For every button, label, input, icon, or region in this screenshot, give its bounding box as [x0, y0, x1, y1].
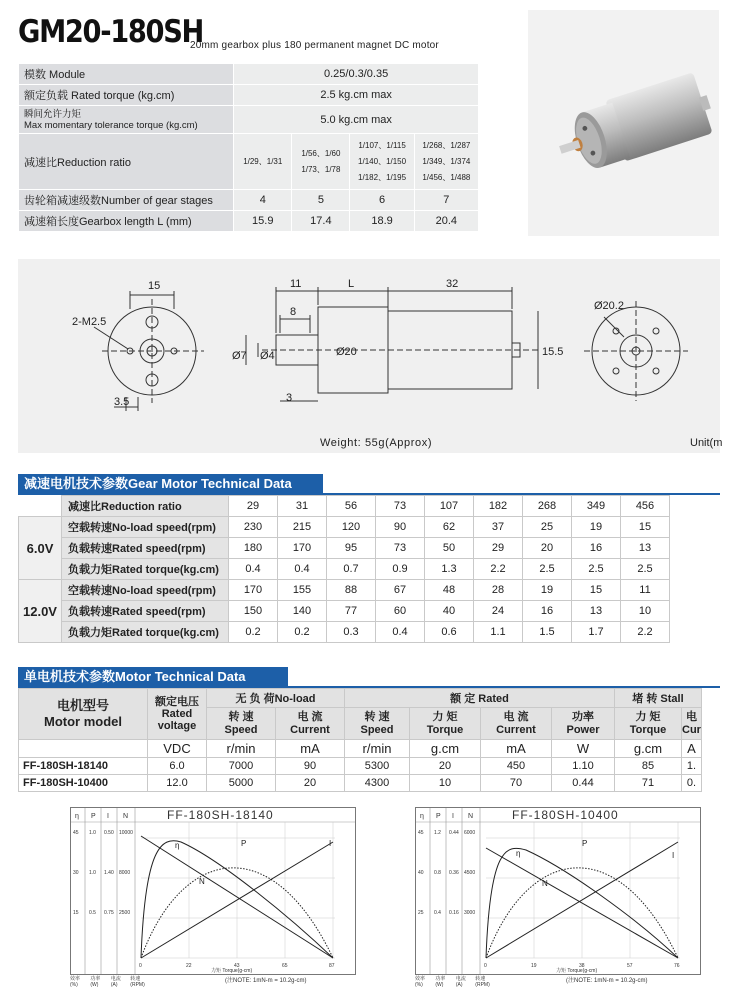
col-head-cn: 电 流: [503, 710, 529, 723]
motor-table: [18, 688, 702, 792]
dim-d20-2: Ø20.2: [594, 300, 624, 312]
x-tick: 22: [186, 963, 192, 969]
max-torque-value: 5.0 kg.cm max: [234, 106, 479, 134]
dim-15: 15: [148, 280, 161, 292]
axis-side-labels: [415, 975, 495, 988]
cell: 1.3: [425, 559, 474, 580]
row-label: 负载力矩Rated torque(kg.cm): [62, 559, 229, 580]
gearbox-length-label: 减速箱长度Gearbox length L (mm): [19, 211, 234, 232]
cell: 60: [376, 601, 425, 622]
cell: 50: [425, 538, 474, 559]
cell: 88: [327, 580, 376, 601]
motor-model-head-cn: 电机型号: [56, 698, 109, 713]
cell: 120: [327, 517, 376, 538]
cell: 180: [229, 538, 278, 559]
ratio-cell: [292, 134, 350, 190]
gearbox-length-value: 18.9: [350, 211, 414, 232]
x-tick: 57: [627, 963, 633, 969]
y-label: 0.8: [434, 870, 441, 876]
curve-label: η: [175, 841, 180, 850]
dim-d7: Ø7: [232, 350, 247, 362]
cell: 13: [621, 538, 670, 559]
col-head-en: Torque: [426, 723, 464, 736]
product-photo: [528, 10, 719, 236]
y-label: 25: [418, 910, 424, 916]
max-torque-label: [19, 106, 234, 134]
y-label: 0.36: [449, 870, 459, 876]
col-head: [207, 708, 276, 740]
gearbox-length-value: 20.4: [414, 211, 478, 232]
x-tick: 19: [531, 963, 537, 969]
y-label: 0.75: [104, 910, 114, 916]
col-head: [615, 708, 682, 740]
col-head-cn: 力 矩: [432, 710, 458, 723]
x-tick: 87: [329, 963, 335, 969]
spec-table: [18, 63, 479, 232]
gear-ratio-label: 减速比Reduction ratio: [62, 496, 229, 517]
dim-3: 3: [286, 392, 293, 404]
col-head-en: Current: [496, 723, 536, 736]
row-label: 空载转速No-load speed(rpm): [62, 517, 229, 538]
ratio-cell: [414, 134, 478, 190]
col-head-cn: 转 速: [364, 710, 390, 723]
cell: 7000: [207, 758, 276, 775]
chart-svg: [416, 808, 700, 974]
y-label: 6000: [464, 830, 476, 836]
y-label: 45: [418, 830, 424, 836]
cell: 6.0: [148, 758, 207, 775]
y-label: 0.5: [89, 910, 96, 916]
cell: 0.9: [376, 559, 425, 580]
ratio-text: 1/29、1/31: [243, 156, 283, 166]
col-head: [345, 708, 410, 740]
col-head-cn: 电: [685, 710, 697, 723]
stall-head: 堵 转 Stall: [615, 689, 702, 708]
unit-cell: r/min: [345, 740, 410, 758]
cell: 1.5: [523, 622, 572, 643]
dim-3-5: 3.5: [114, 396, 130, 408]
gearbox-length-value: 15.9: [234, 211, 292, 232]
y-label: 4500: [464, 870, 476, 876]
col-head-en: Power: [566, 723, 600, 736]
hdr-eta: η: [420, 813, 424, 820]
cell: 10: [410, 775, 481, 792]
ratio-head: 73: [376, 496, 425, 517]
cell: 2.5: [621, 559, 670, 580]
x-tick: 0: [139, 963, 142, 969]
gear-stages-value: 6: [350, 190, 414, 211]
side-label: 转速(RPM): [475, 976, 490, 988]
cell: 170: [229, 580, 278, 601]
motor-model-name: FF-180SH-10400: [19, 775, 148, 792]
col-head: [410, 708, 481, 740]
curve-label: I: [672, 851, 675, 860]
cell: 16: [572, 538, 621, 559]
dim-d4: Ø4: [260, 350, 275, 362]
y-label: 1.40: [104, 870, 114, 876]
cell: 62: [425, 517, 474, 538]
cell: 11: [621, 580, 670, 601]
ratio-head: 349: [572, 496, 621, 517]
chart-title: FF-180SH-10400: [512, 808, 619, 822]
cell: 4300: [345, 775, 410, 792]
rated-torque-value: 2.5 kg.cm max: [234, 85, 479, 106]
axis-side-labels: [70, 975, 150, 988]
cell: 20: [276, 775, 345, 792]
cell: 29: [474, 538, 523, 559]
ratio-cell: [350, 134, 414, 190]
unit-cell: W: [552, 740, 615, 758]
gear-stages-value: 4: [234, 190, 292, 211]
performance-chart-10400: [415, 807, 701, 975]
cell: 5300: [345, 758, 410, 775]
y-label: 1.0: [89, 870, 96, 876]
cell: 15: [621, 517, 670, 538]
y-label: 8000: [119, 870, 131, 876]
y-label: 2500: [119, 910, 131, 916]
x-tick: 0: [484, 963, 487, 969]
unit-cell: mA: [481, 740, 552, 758]
noload-head: 无 负 荷No-load: [207, 689, 345, 708]
col-head-en: Speed: [224, 723, 258, 736]
ratio-head: 182: [474, 496, 523, 517]
cell: 25: [523, 517, 572, 538]
row-label: 负载转速Rated speed(rpm): [62, 601, 229, 622]
hdr-i: I: [107, 813, 109, 820]
cell: 2.5: [572, 559, 621, 580]
x-axis-label: 力矩 Torque(g-cm): [211, 968, 253, 974]
y-label: 10000: [119, 830, 133, 836]
rated-voltage-en2: voltage: [157, 720, 197, 732]
col-head-cn: 功率: [572, 710, 594, 723]
cell: 2.2: [474, 559, 523, 580]
col-head-cn: 力 矩: [635, 710, 661, 723]
technical-drawing: [18, 259, 723, 453]
row-label: 负载转速Rated speed(rpm): [62, 538, 229, 559]
side-label: 转速(RPM): [130, 976, 145, 988]
x-tick: 65: [282, 963, 288, 969]
cell: 0.6: [425, 622, 474, 643]
dim-32: 32: [446, 278, 459, 290]
cell: 0.2: [229, 622, 278, 643]
cell: 1.1: [474, 622, 523, 643]
side-label: 电流(A): [455, 976, 466, 988]
y-label: 0.44: [449, 830, 459, 836]
side-label: 效率(%): [415, 976, 426, 988]
curve-label: P: [241, 839, 247, 848]
y-label: 1.2: [434, 830, 441, 836]
motor-model-head-en: Motor model: [44, 714, 122, 729]
front-view: [94, 291, 204, 411]
cell: 67: [376, 580, 425, 601]
rated-torque-label: 额定负载 Rated torque (kg.cm): [19, 85, 234, 106]
cell: 0.3: [327, 622, 376, 643]
row-label: 空载转速No-load speed(rpm): [62, 580, 229, 601]
motor-section-title: 单电机技术参数Motor Technical Data: [18, 667, 288, 686]
cell: 155: [278, 580, 327, 601]
col-head: [682, 708, 702, 740]
hdr-n: N: [123, 813, 129, 820]
blank-cell: [19, 496, 62, 517]
cell: 15: [572, 580, 621, 601]
ratio-text: 1/456、1/488: [422, 172, 471, 182]
cell: 0.4: [376, 622, 425, 643]
side-label: 功率(W): [435, 976, 446, 988]
gear-motor-illustration: [528, 10, 719, 236]
col-head: [276, 708, 345, 740]
cell: 170: [278, 538, 327, 559]
ratio-head: 56: [327, 496, 376, 517]
cell: 0.7: [327, 559, 376, 580]
voltage-12v: 12.0V: [19, 580, 62, 643]
ratio-label: 减速比Reduction ratio: [19, 134, 234, 190]
curve-label: N: [542, 879, 548, 888]
x-axis-label: 力矩 Torque(g-cm): [556, 968, 598, 974]
x-tick: 43: [234, 963, 240, 969]
chart-note: (注NOTE: 1mN-m = 10.2g-cm): [225, 978, 307, 984]
unit-cell: r/min: [207, 740, 276, 758]
gearbox-length-value: 17.4: [292, 211, 350, 232]
curve-label: P: [582, 839, 588, 848]
ratio-text: 1/140、1/150: [358, 156, 407, 166]
cell: 0.4: [278, 559, 327, 580]
voltage-6v: 6.0V: [19, 517, 62, 580]
unit-cell: A: [682, 740, 702, 758]
col-head: [552, 708, 615, 740]
cell: 150: [229, 601, 278, 622]
curve-label: η: [516, 849, 521, 858]
curve-label: N: [199, 877, 205, 886]
cell: 0.4: [229, 559, 278, 580]
cell: 2.5: [523, 559, 572, 580]
ratio-head: 31: [278, 496, 327, 517]
hdr-i: I: [452, 813, 454, 820]
cell: 19: [523, 580, 572, 601]
ratio-head: 29: [229, 496, 278, 517]
cell: 28: [474, 580, 523, 601]
cell: 71: [615, 775, 682, 792]
hdr-eta: η: [75, 813, 79, 820]
dim-15-5: 15.5: [542, 346, 564, 358]
chart-note: (注NOTE: 1mN-m = 10.2g-cm): [566, 978, 648, 984]
dim-11: 11: [290, 278, 302, 290]
col-head-en: Cur: [682, 723, 701, 736]
cell: 12.0: [148, 775, 207, 792]
rated-voltage-cn: 额定电压: [155, 696, 199, 708]
cell: 16: [523, 601, 572, 622]
row-label: 负载力矩Rated torque(kg.cm): [62, 622, 229, 643]
ratio-text: 1/73、1/78: [301, 164, 341, 174]
unit-label: Unit(m: [690, 437, 723, 449]
gear-stages-value: 7: [414, 190, 478, 211]
y-label: 0.50: [104, 830, 114, 836]
cell: 24: [474, 601, 523, 622]
back-view: [584, 301, 688, 401]
unit-cell: g.cm: [410, 740, 481, 758]
ratio-head: 456: [621, 496, 670, 517]
gear-section-title: 减速电机技术参数Gear Motor Technical Data: [18, 474, 323, 493]
dim-d20: Ø20: [336, 346, 357, 358]
side-view: [246, 287, 538, 401]
motor-model-head: [19, 689, 148, 740]
module-value: 0.25/0.3/0.35: [234, 64, 479, 85]
col-head-cn: 电 流: [297, 710, 323, 723]
cell: 85: [615, 758, 682, 775]
y-label: 3000: [464, 910, 476, 916]
cell: 1.10: [552, 758, 615, 775]
cell: 215: [278, 517, 327, 538]
model-title: GM20-180SH: [18, 14, 204, 50]
y-label: 0.16: [449, 910, 459, 916]
performance-chart-18140: [70, 807, 356, 975]
cell: 95: [327, 538, 376, 559]
side-label: 效率(%): [70, 976, 81, 988]
cell: 77: [327, 601, 376, 622]
cell: 70: [481, 775, 552, 792]
ratio-head: 268: [523, 496, 572, 517]
unit-cell: VDC: [148, 740, 207, 758]
col-head: [481, 708, 552, 740]
max-torque-label-en: Max momentary tolerance torque (kg.cm): [24, 119, 198, 131]
side-label: 电流(A): [110, 976, 121, 988]
rated-head: 额 定 Rated: [345, 689, 615, 708]
col-head-en: Current: [290, 723, 330, 736]
cell: 0.: [682, 775, 702, 792]
hdr-p: P: [91, 813, 96, 820]
dim-l: L: [348, 278, 355, 290]
cell: 90: [276, 758, 345, 775]
cell: 0.2: [278, 622, 327, 643]
col-head-cn: 转 速: [228, 710, 254, 723]
ratio-text: 1/56、1/60: [301, 148, 341, 158]
cell: 1.: [682, 758, 702, 775]
dimension-drawing: [18, 259, 723, 453]
motor-model-name: FF-180SH-18140: [19, 758, 148, 775]
ratio-head: 107: [425, 496, 474, 517]
cell: 19: [572, 517, 621, 538]
cell: 10: [621, 601, 670, 622]
weight-label: Weight: 55g(Approx): [320, 437, 433, 449]
chart-svg: [71, 808, 355, 974]
y-label: 0.4: [434, 910, 441, 916]
hdr-n: N: [468, 813, 474, 820]
col-head-en: Speed: [360, 723, 394, 736]
rated-voltage-en1: Rated: [161, 708, 193, 720]
cell: 90: [376, 517, 425, 538]
cell: 2.2: [621, 622, 670, 643]
curve-label: I: [329, 839, 332, 848]
x-tick: 76: [674, 963, 680, 969]
y-label: 45: [73, 830, 79, 836]
cell: 20: [410, 758, 481, 775]
cell: 73: [376, 538, 425, 559]
cell: 5000: [207, 775, 276, 792]
unit-cell: g.cm: [615, 740, 682, 758]
gear-motor-table: [18, 495, 670, 643]
cell: 1.7: [572, 622, 621, 643]
gear-stages-label: 齿轮箱减速级数Number of gear stages: [19, 190, 234, 211]
ratio-cell: [234, 134, 292, 190]
rated-voltage-head: [148, 689, 207, 740]
cell: 0.44: [552, 775, 615, 792]
unit-cell: mA: [276, 740, 345, 758]
y-label: 15: [73, 910, 79, 916]
y-label: 1.0: [89, 830, 96, 836]
dim-8: 8: [290, 306, 297, 318]
col-head-en: Torque: [629, 723, 667, 736]
chart-title: FF-180SH-18140: [167, 808, 274, 822]
dim-m25: 2-M2.5: [72, 316, 107, 328]
blank-cell: [19, 740, 148, 758]
y-label: 40: [418, 870, 424, 876]
hdr-p: P: [436, 813, 441, 820]
cell: 450: [481, 758, 552, 775]
ratio-text: 1/182、1/195: [358, 172, 407, 182]
ratio-text: 1/349、1/374: [422, 156, 471, 166]
cell: 37: [474, 517, 523, 538]
cell: 40: [425, 601, 474, 622]
cell: 13: [572, 601, 621, 622]
cell: 48: [425, 580, 474, 601]
model-subtitle: 20mm gearbox plus 180 permanent magnet DC motor: [190, 40, 439, 51]
cell: 140: [278, 601, 327, 622]
cell: 20: [523, 538, 572, 559]
side-label: 功率(W): [90, 976, 101, 988]
max-torque-label-cn: 瞬间允许力矩: [24, 108, 82, 120]
x-tick: 38: [579, 963, 585, 969]
ratio-text: 1/268、1/287: [422, 140, 471, 150]
ratio-text: 1/107、1/115: [358, 140, 406, 150]
cell: 230: [229, 517, 278, 538]
module-label: 模数 Module: [19, 64, 234, 85]
y-label: 30: [73, 870, 79, 876]
gear-stages-value: 5: [292, 190, 350, 211]
